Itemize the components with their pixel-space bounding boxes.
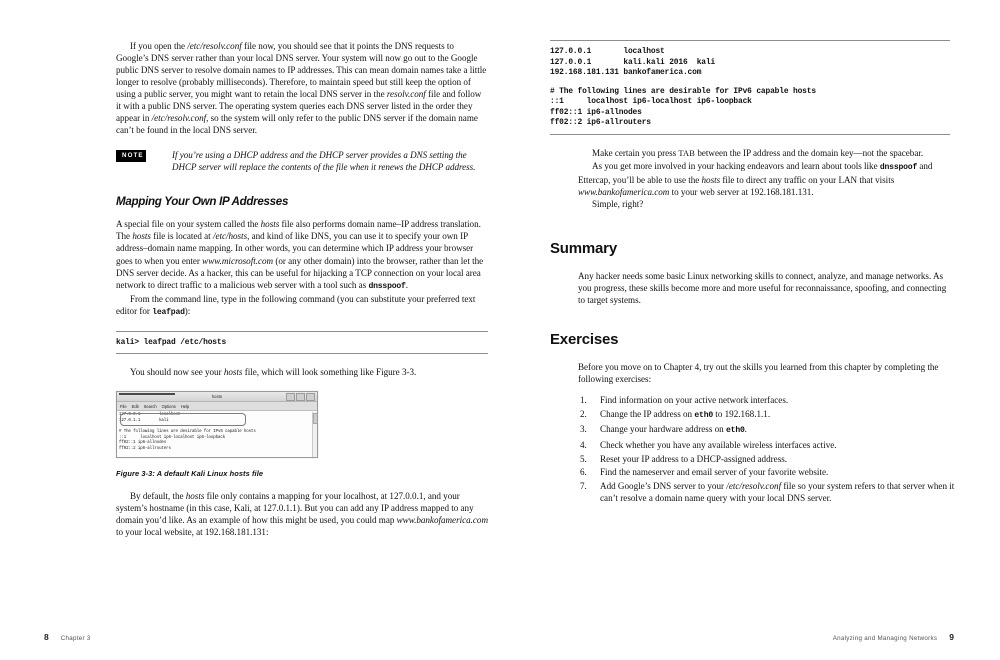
exercise-number: 4. [580, 439, 587, 450]
right-page [500, 0, 1000, 660]
exercise-text: Change the IP address on eth0 to 192.168.1.1. [600, 408, 771, 420]
close-icon[interactable] [306, 393, 315, 401]
exercise-item [578, 408, 956, 422]
exercise-text: Reset your IP address to a DHCP-assigned address. [600, 453, 788, 464]
exercise-number: 3. [580, 424, 587, 435]
left-page-number: 8 [44, 632, 49, 642]
window-text-area[interactable] [117, 411, 317, 457]
window-title-bar [117, 392, 317, 402]
exercises-list [578, 394, 956, 504]
code-line: ff02::1 ip6-allnodes [550, 107, 642, 117]
exercise-text: Check whether you have any available wireless interfaces active. [600, 439, 837, 450]
exercise-item [578, 423, 956, 437]
window-menu-bar[interactable] [117, 402, 317, 411]
menu-item-search[interactable]: Search [143, 403, 157, 409]
right-indented-block [578, 147, 950, 210]
paragraph-resolv-conf: If you open the /etc/resolv.conf file now, you should see that it points the DNS requests to Google’s DNS server rather than your local DNS server. Your system will now go out to the Google public DNS server to resolve domain names to IP addresses. This can mean domain names take a little longer to resolve (probably milliseconds). Therefore, to maintain speed but still keep the option of using a public server, you might want to retain the local DNS server in the resolv.conf file and follow it with a public DNS server. The operating system queries each DNS server listed in the order they appear in /etc/resolv.conf, so the system will only refer to the public DNS server if the domain name can’t be found in the local DNS server. [116, 41, 487, 136]
code-line: # The following lines are desirable for IPv6 capable hosts [119, 430, 256, 435]
right-page-number: 9 [949, 632, 954, 642]
exercise-number: 6. [580, 467, 587, 478]
command-listing [116, 331, 488, 355]
paragraph-hosts-file: A special file on your system called the hosts file also performs domain name–IP address translation. The hosts file is located at /etc/hosts, and kind of like DNS, you can use it to specify your own IP address–domain name mapping. In other words, you can determine which IP address your browser goes to when you enter www.microsoft.com (or any other domain) into the browser, rather than let the DNS server decide. As a hacker, this can be useful for hijacking a TCP connection on your local area network to direct traffic to a malicious web server with a tool such as dnsspoof. [116, 219, 484, 291]
paragraph-default-hosts-mapping: By default, the hosts file only contains a mapping for your localhost, at 127.0.0.1, and your system’s hostname (in this case, Kali, at 127.0.1.1). But you can add any IP address mapped to any domain you’d like. As an example of how this might be used, you could map www.bankofamerica.com to your local website, at 192.168.181.131: [116, 491, 488, 538]
paragraph-simple-right: Simple, right? [592, 198, 644, 209]
left-text-column [116, 40, 488, 538]
exercise-text: Find the nameserver and email server of your favorite website. [600, 467, 829, 478]
note-label: NOTE [116, 150, 146, 161]
heading-mapping-your-own-ip-addresses: Mapping Your Own IP Addresses [116, 195, 289, 209]
left-page-footer [44, 632, 91, 642]
code-line: ff02::2 ip6-allrouters [550, 118, 651, 127]
heading-exercises: Exercises [550, 330, 619, 348]
exercise-text: Find information on your active network interfaces. [600, 394, 789, 405]
exercise-item [578, 394, 956, 406]
code-line: ff02::2 ip6-allrouters [119, 446, 171, 451]
listing-line: kali> leafpad /etc/hosts [116, 337, 227, 347]
heading-summary: Summary [550, 239, 617, 257]
figure-caption: Figure 3-3: A default Kali Linux hosts file [116, 469, 264, 479]
exercise-text: Add Google’s DNS server to your /etc/resolv.conf file so your system refers to that server when it can’t resolve a domain name query with your local DNS server. [600, 480, 955, 503]
paragraph-press-tab: Make certain you press TAB between the IP address and the domain key—not the spacebar. [592, 147, 924, 158]
code-line: 127.0.0.1 localhost [119, 413, 181, 418]
exercise-number: 1. [580, 394, 587, 405]
code-line: 127.0.0.1 kali.kali 2016 kali [550, 57, 716, 67]
exercise-number: 5. [580, 453, 587, 464]
code-line [550, 79, 950, 87]
figure-content-lines [119, 413, 317, 452]
leafpad-window [116, 391, 318, 458]
menu-item-edit[interactable]: Edit [131, 403, 139, 409]
left-footer-text: Chapter 3 [60, 635, 91, 642]
note-text: If you’re using a DHCP address and the DHCP server provides a DNS setting the DHCP server will replace the contents of the file when it renews the DHCP address. [172, 150, 476, 173]
menu-item-help[interactable]: Help [180, 403, 190, 409]
paragraph-see-hosts-file: You should now see your hosts file, which will look something like Figure 3-3. [130, 367, 417, 378]
code-line: 127.0.1.1 kali [119, 418, 169, 423]
right-page-footer [833, 632, 954, 642]
window-controls[interactable] [286, 393, 315, 401]
exercises-block [578, 361, 956, 504]
menu-item-file[interactable]: File [120, 403, 127, 409]
paragraph-command-line-intro: From the command line, type in the following command (you can substitute your preferred text editor for leafpad): [116, 293, 476, 317]
exercise-number: 2. [580, 408, 587, 419]
code-line: ff02::1 ip6-allnodes [119, 441, 167, 446]
menu-item-options[interactable]: Options [161, 403, 176, 409]
exercise-number: 7. [580, 480, 587, 491]
figure-3-3 [116, 391, 488, 478]
window-title-text: hosts [211, 394, 223, 400]
right-footer-text: Analyzing and Managing Networks [832, 635, 938, 642]
exercise-item [578, 453, 956, 465]
exercise-item [578, 480, 956, 504]
code-line: ::1 localhost ip6-localhost ip6-loopback [119, 435, 226, 440]
paragraph-dnsspoof-ettercap: As you get more involved in your hacking endeavors and learn about tools like dnsspoof and Ettercap, you’ll be able to use the hosts file to direct any traffic on your LAN that visits www.bankofamerica.com to your web server at 192.168.181.131. [578, 160, 933, 197]
maximize-icon[interactable] [296, 393, 305, 401]
hosts-listing-lines [550, 47, 950, 129]
vertical-scrollbar[interactable] [312, 412, 317, 457]
right-text-column [550, 40, 955, 504]
exercise-text: Change your hardware address on eth0. [600, 424, 747, 436]
code-line: ::1 localhost ip6-localhost ip6-loopback [550, 97, 752, 106]
title-accent-bar [119, 393, 175, 395]
code-line: 192.168.181.131 bankofamerica.com [550, 68, 702, 77]
paragraph-summary-text: Any hacker needs some basic Linux networking skills to connect, analyze, and manage networks. As you progress, these skills become more and more useful for reconnaissance, spoofing, and connecting to target systems. [578, 270, 947, 305]
hosts-file-listing [550, 40, 950, 135]
note-block [116, 149, 488, 173]
exercise-item [578, 466, 956, 478]
exercise-item [578, 439, 956, 451]
code-line: 127.0.0.1 localhost [550, 47, 665, 56]
minimize-icon[interactable] [286, 393, 295, 401]
scrollbar-thumb[interactable] [313, 413, 317, 424]
paragraph-exercises-intro: Before you move on to Chapter 4, try out the skills you learned from this chapter by completing the following exercises: [578, 361, 939, 384]
code-line: # The following lines are desirable for IPv6 capable hosts [550, 86, 816, 96]
